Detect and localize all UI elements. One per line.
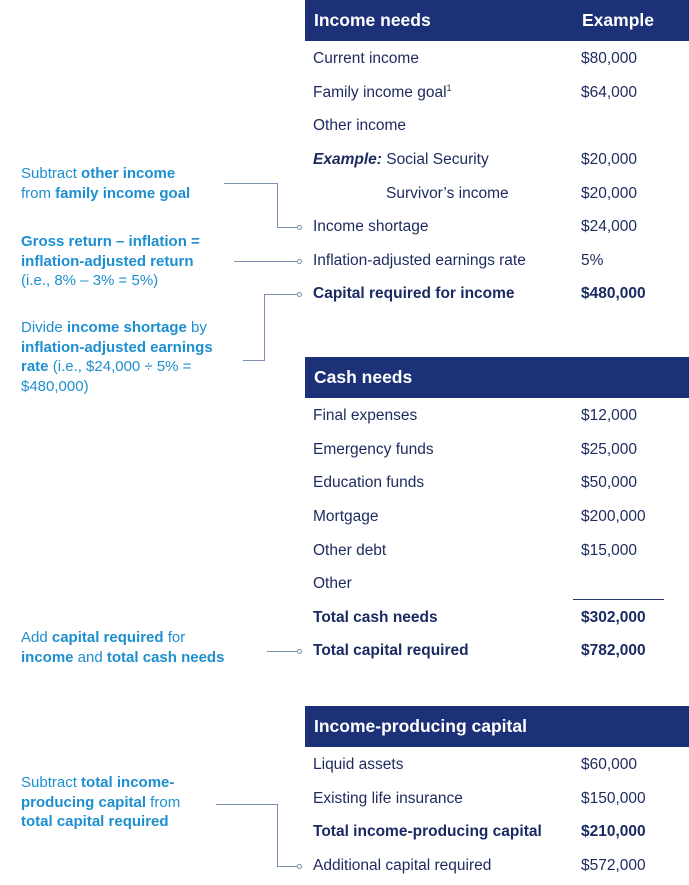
table-row — [313, 151, 683, 175]
note-text: from — [21, 184, 56, 202]
note-subtract-other-income — [21, 164, 190, 203]
note-text: $480,000) — [21, 377, 89, 395]
note-divide-income-shortage — [21, 318, 213, 396]
table-row — [313, 642, 683, 666]
connector-line — [224, 183, 277, 184]
table-row — [313, 609, 683, 633]
row-label-text: Family income goal — [313, 84, 447, 101]
table-row — [313, 84, 683, 108]
table-row — [313, 823, 683, 847]
connector-line — [234, 261, 297, 262]
row-label-text: Social Security — [381, 151, 489, 168]
row-value: $80,000 — [581, 50, 638, 67]
connector-line — [277, 866, 297, 867]
note-gross-return — [21, 232, 200, 291]
connector-line — [264, 294, 265, 361]
connector-dot — [297, 292, 302, 297]
note-text: by — [186, 319, 207, 336]
connector-line — [264, 294, 297, 295]
connector-line — [216, 804, 277, 805]
cash-needs-header — [305, 357, 689, 398]
row-value: $25,000 — [581, 441, 638, 458]
table-row — [313, 441, 683, 465]
row-value: $572,000 — [581, 857, 646, 874]
cash-needs-title: Cash needs — [314, 367, 413, 387]
connector-dot — [297, 864, 302, 869]
row-label: Survivor’s income — [386, 185, 509, 202]
connector-line — [277, 227, 297, 228]
row-value: $12,000 — [581, 407, 638, 424]
income-needs-header — [305, 0, 689, 41]
table-row — [313, 756, 683, 780]
note-emphasis: income — [21, 648, 74, 666]
table-row — [313, 285, 683, 309]
note-text: Divide — [21, 319, 67, 336]
example-prefix: Example: — [313, 151, 382, 168]
row-label: Total income-producing capital — [313, 823, 542, 840]
row-value: $200,000 — [581, 508, 646, 525]
row-label: Other income — [313, 117, 407, 134]
row-label — [313, 84, 452, 102]
row-label: Emergency funds — [313, 441, 434, 458]
row-value: $24,000 — [581, 218, 638, 235]
note-emphasis: inflation-adjusted return — [21, 252, 194, 270]
sum-divider — [573, 599, 664, 600]
table-row — [313, 857, 683, 881]
row-label: Final expenses — [313, 407, 418, 424]
table-row — [313, 218, 683, 242]
note-emphasis: capital required — [51, 629, 164, 646]
note-emphasis: total income- — [81, 774, 175, 791]
row-label: Education funds — [313, 474, 425, 491]
income-producing-title: Income-producing capital — [314, 716, 527, 736]
connector-line — [267, 651, 297, 652]
note-text: for — [163, 629, 186, 646]
row-value: $20,000 — [581, 151, 638, 168]
footnote-marker: 1 — [446, 82, 452, 93]
connector-dot — [297, 225, 302, 230]
row-value: $302,000 — [581, 609, 646, 626]
table-row — [313, 407, 683, 431]
note-emphasis: producing capital — [21, 793, 147, 811]
note-text: Subtract — [21, 165, 82, 182]
row-value: $20,000 — [581, 185, 638, 202]
note-emphasis: inflation-adjusted earnings — [21, 338, 213, 356]
table-row — [313, 474, 683, 498]
note-text: Add — [21, 629, 52, 646]
table-row — [313, 50, 683, 74]
note-emphasis: family income goal — [55, 184, 191, 202]
note-text: from — [146, 793, 181, 811]
row-label: Liquid assets — [313, 756, 404, 773]
example-column-header: Example — [582, 10, 654, 30]
note-emphasis: other income — [81, 165, 176, 182]
row-label: Capital required for income — [313, 285, 515, 302]
note-emphasis: rate — [21, 358, 49, 375]
note-add-capital — [21, 628, 224, 667]
row-value: $64,000 — [581, 84, 638, 101]
note-subtract-income-producing — [21, 773, 180, 832]
row-label: Existing life insurance — [313, 790, 463, 807]
row-value: $60,000 — [581, 756, 638, 773]
row-label: Other — [313, 575, 352, 592]
table-row — [313, 185, 683, 209]
income-producing-header — [305, 706, 689, 747]
row-value: $50,000 — [581, 474, 638, 491]
row-label: Income shortage — [313, 218, 429, 235]
row-value: $15,000 — [581, 542, 638, 559]
note-emphasis: total cash needs — [106, 648, 225, 666]
connector-dot — [297, 649, 302, 654]
row-label: Inflation-adjusted earnings rate — [313, 252, 526, 269]
note-text: (i.e., $24,000 ÷ 5% = — [48, 358, 192, 375]
row-label: Total cash needs — [313, 609, 438, 626]
connector-dot — [297, 259, 302, 264]
row-label: Total capital required — [313, 642, 469, 659]
connector-line — [277, 804, 278, 866]
table-row — [313, 542, 683, 566]
row-label: Other debt — [313, 542, 387, 559]
table-row — [313, 252, 683, 276]
row-value: $150,000 — [581, 790, 646, 807]
row-label: Current income — [313, 50, 419, 67]
note-text: (i.e., 8% – 3% = 5%) — [21, 272, 159, 289]
table-row — [313, 117, 683, 141]
row-label: Mortgage — [313, 508, 379, 525]
connector-line — [243, 360, 264, 361]
row-value: $782,000 — [581, 642, 646, 659]
row-value: $210,000 — [581, 823, 646, 840]
note-emphasis: Gross return – inflation = — [21, 233, 200, 250]
table-row — [313, 575, 683, 599]
row-value: 5% — [581, 252, 604, 269]
note-text: and — [73, 648, 107, 666]
income-needs-title: Income needs — [314, 10, 431, 30]
connector-line — [277, 183, 278, 227]
note-emphasis: total capital required — [21, 813, 169, 830]
table-row — [313, 790, 683, 814]
row-label: Additional capital required — [313, 857, 492, 874]
note-text: Subtract — [21, 774, 82, 791]
row-label — [313, 151, 489, 169]
note-emphasis: income shortage — [66, 319, 187, 336]
table-row — [313, 508, 683, 532]
row-value: $480,000 — [581, 285, 646, 302]
